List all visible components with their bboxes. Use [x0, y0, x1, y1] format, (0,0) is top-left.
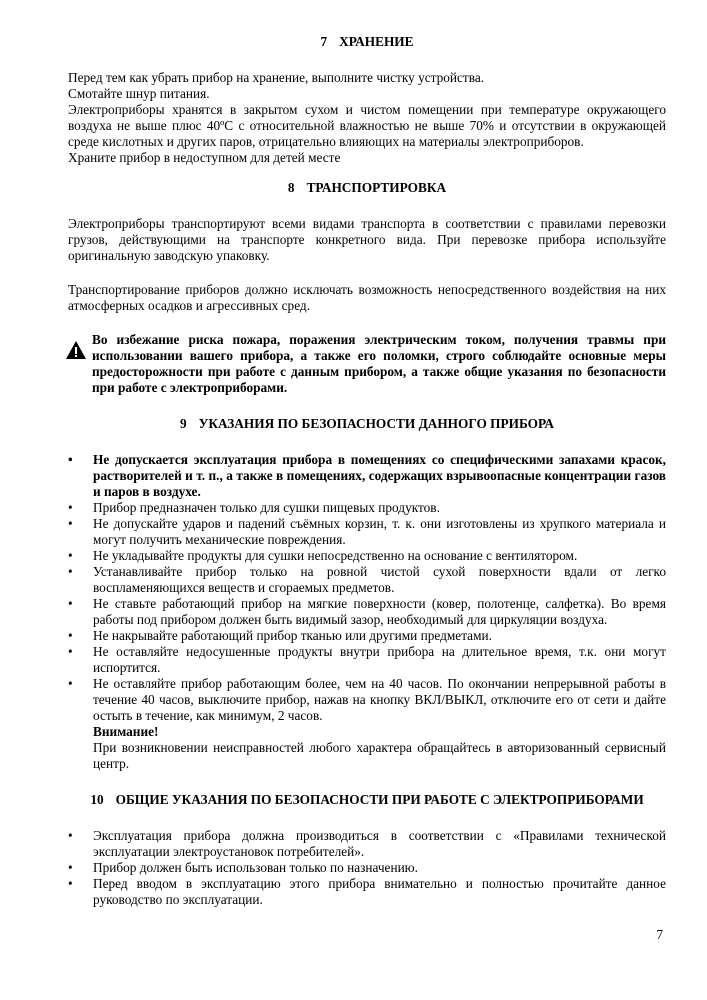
page-number: 7 — [656, 927, 663, 942]
section-number: 10 — [90, 792, 104, 807]
list-item-text: • Не оставляйте прибор работающим более, чем на 40 часов. По окончании непрерывной работы в течение 40 часов, выключите прибор, нажав на кнопку ВКЛ/ВЫКЛ, отключите его от сети и дайте остыть в течение, как минимум, 2 часов. — [93, 676, 666, 723]
list-item: • Прибор предназначен только для сушки пищевых продуктов. — [68, 500, 666, 516]
section-transport-heading — [68, 180, 666, 196]
list-item: • Не укладывайте продукты для сушки непосредственно на основание с вентилятором. — [68, 548, 666, 564]
warning-triangle-icon — [65, 340, 87, 360]
section-number: 7 — [320, 34, 328, 49]
list-item: • Не накрывайте работающий прибор тканью или другими предметами. — [68, 628, 666, 644]
list-item: • Не ставьте работающий прибор на мягкие поверхности (ковер, полотенце, салфетка). Во время работы под прибором должен быть видимый зазор, необходимый для циркуляции воздуха. — [68, 596, 666, 628]
transport-paragraph: Электроприборы транспортируют всеми видами транспорта в соответствии с правилами перевозки грузов, действующими на транспорте конкретного вида. При перевозке прибора используйте оригинальную заводскую упаковку. — [68, 216, 666, 263]
page-content — [68, 34, 666, 908]
warning-text: Во избежание риска пожара, поражения электрическим током, получения травмы при использовании вашего прибора, а также его поломки, строго соблюдайте основные меры предосторожности при работе с данным прибором, а также общие указания по безопасности при работе с электроприборами. — [92, 332, 666, 395]
section-general-safety-heading — [68, 792, 666, 808]
storage-paragraph: Смотайте шнур питания. — [68, 86, 210, 101]
list-item: • Не допускайте ударов и падений съёмных корзин, т. к. они изготовлены из хрупкого материала и могут получить механические повреждения. — [68, 516, 666, 548]
section-storage-heading — [68, 34, 666, 50]
section-number: 9 — [179, 416, 187, 431]
storage-paragraph: Электроприборы хранятся в закрытом сухом и чистом помещении при температуре окружающего воздуха не выше плюс 40ºС с относительной влажностью не выше 70% и отсутствии в окружающей среде кислотных и других паров, отрицательно влияющих на материалы электроприборов. — [68, 102, 666, 149]
list-item: • Прибор должен быть использован только по назначению. — [68, 860, 666, 876]
list-item: • Не оставляйте недосушенные продукты внутри прибора на длительное время, т.к. они могут испортится. — [68, 644, 666, 676]
list-item: • Перед вводом в эксплуатацию этого прибора внимательно и полностью прочитайте данное руководство по эксплуатации. — [68, 876, 666, 908]
section-safety-device-heading — [68, 416, 666, 432]
list-item: • Не допускается эксплуатация прибора в помещениях со специфическими запахами красок, растворителей и т. п., а также в помещениях, содержащих взрывоопасные концентрации газов и паров в воздухе. — [68, 452, 666, 500]
attention-label: Внимание! — [93, 724, 159, 739]
attention-text: При возникновении неисправностей любого характера обращайтесь в авторизованный сервисный центр. — [93, 740, 666, 771]
section-title: ХРАНЕНИЕ — [339, 34, 414, 49]
section-title: ТРАНСПОРТИРОВКА — [306, 180, 447, 195]
list-item: • Устанавливайте прибор только на ровной чистой сухой поверхности вдали от легко воспламеняющихся веществ и сгораемых предметов. — [68, 564, 666, 596]
section-number: 8 — [287, 180, 295, 195]
list-item: • Эксплуатация прибора должна производиться в соответствии с «Правилами технической эксплуатации электроустановок потребителей». — [68, 828, 666, 860]
section-title: ОБЩИЕ УКАЗАНИЯ ПО БЕЗОПАСНОСТИ ПРИ РАБОТЕ С ЭЛЕКТРОПРИБОРАМИ — [115, 792, 644, 807]
transport-paragraph: Транспортирование приборов должно исключать возможность непосредственного воздействия на них атмосферных осадков и агрессивных сред. — [68, 282, 666, 313]
general-safety-list — [68, 828, 666, 908]
section-title: УКАЗАНИЯ ПО БЕЗОПАСНОСТИ ДАННОГО ПРИБОРА — [198, 416, 555, 431]
storage-paragraph: Храните прибор в недоступном для детей месте — [68, 150, 341, 165]
safety-device-list — [68, 452, 666, 772]
warning-block — [68, 332, 666, 396]
storage-paragraph: Перед тем как убрать прибор на хранение, выполните чистку устройства. — [68, 70, 485, 85]
list-item — [68, 676, 666, 772]
